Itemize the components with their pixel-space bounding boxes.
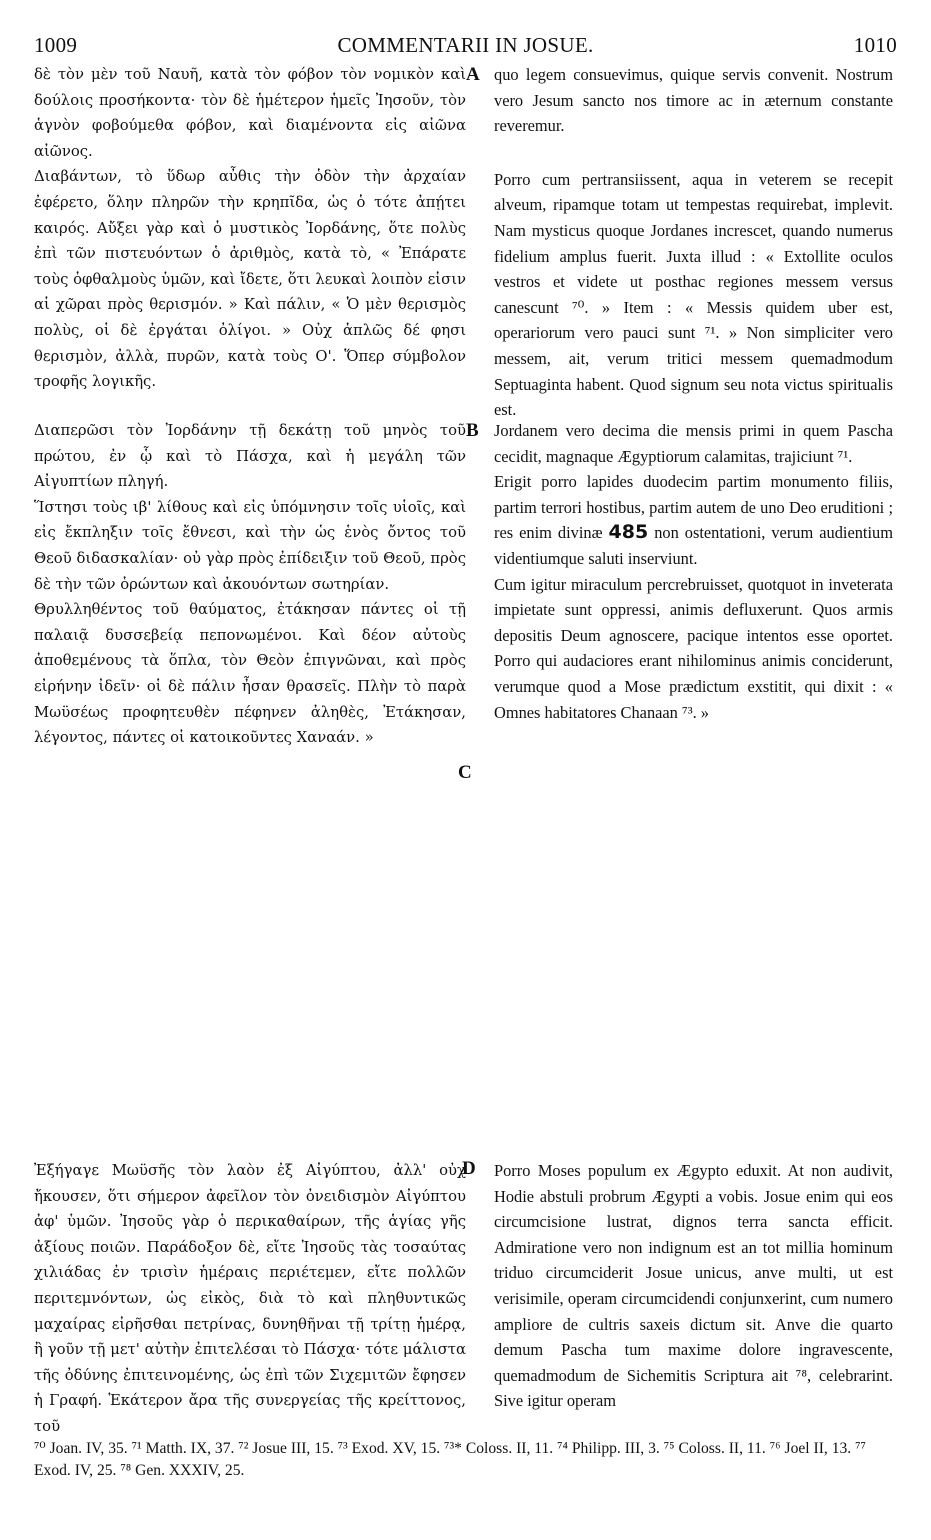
greek-paragraph: δὲ τὸν μὲν τοῦ Ναυῆ, κατὰ τὸν φόβον τὸν νομικὸν καὶ δούλοις προσήκοντα· τὸν δὲ ἡμέτερον ἡμεῖς Ἰησοῦν, τὸν ἁγνὸν φοβούμεθα φόβον, καὶ διαμένοντα εἰς αἰῶνα αἰῶνος. <box>34 66 466 160</box>
greek-column-1 <box>34 62 466 423</box>
section-2 <box>34 418 893 783</box>
greek-paragraph: Διαβάντων, τὸ ὕδωρ αὖθις τὴν ὁδὸν τὴν ἀρχαίαν ἐφέρετο, ὅλην πληρῶν τὴν κρηπῖδα, ὡς ὁ τότε ἀπῄτει καιρός. Αὔξει γὰρ καὶ ὁ μυστικὸς Ἰορδάνης, ὅτε πολὺς ἐπὶ τῶν πιστευόντων ὁ ἀριθμὸς, κατὰ τὸ, « Ἐπάρατε τοὺς ὀφθαλμοὺς ὑμῶν, καὶ ἴδετε, ὅτι λευκαὶ λοιπὸν εἰσιν αἱ χῶραι πρὸς θερισμόν. » Καὶ πάλιν, « Ὁ μὲν θερισμὸς πολὺς, οἱ δὲ ἐργάται ὀλίγοι. » Οὐχ ἁπλῶς δέ φησι θερισμὸν, ἀλλὰ, πυρῶν, κατὰ τοὺς Ο'. Ὅπερ σύμβολον τροφῆς λογικῆς. <box>34 168 466 391</box>
margin-marker-d: D <box>462 1158 476 1179</box>
greek-column-3 <box>34 1158 466 1440</box>
latin-paragraph: Porro cum pertransiissent, aqua in veterem se recepit alveum, ripamque totam ut tempestas requirebat, implevit. Nam mysticus quoque Jordanes increscet, quando numerus fidelium amplus fuerit. Juxta illud : « Extollite oculos vestros et videte ut posthac regiones messem versus canescunt ⁷⁰. » Item : « Messis quidem uber est, operariorum vero pauci sunt ⁷¹. » Non simpliciter vero messem, ait, verum tritici messem quemadmodum Septuaginta habent. Quod signum seu nota victus spiritualis est. <box>494 169 893 420</box>
greek-paragraph: Ἐξήγαγε Μωϋσῆς τὸν λαὸν ἐξ Αἰγύπτου, ἀλλ' οὐχ ἤκουσεν, ὅτι σήμερον ἀφεῖλον τὸν ὀνειδισμὸν Αἰγύπτου ἀφ' ὑμῶν. Ἰησοῦς γὰρ ὁ περικαθαίρων, τῆς ἁγίας γῆς ἀξίους ποιῶν. Παράδοξον δὲ, εἴτε Ἰησοῦς τὰς τοσαύτας χιλιάδας ἐν τρισὶν ἡμέραις περιέτεμεν, εἴτε πολλῶν περιτεμνόντων, ὡς εἰκὸς, διὰ τὸ καὶ πληθυντικῶς μαχαίρας εἰρῆσθαι πετρίνας, δυνηθῆναι τῇ τρίτῃ ἡμέρᾳ, ἢ γοῦν τῇ μετ' αὐτὴν ἐπιτελέσαι τὸ Πάσχα· τότε μάλιστα τῆς ὀδύνης ἐπιτεινομένης, ὡς ἐπὶ τῶν Σιχεμιτῶν ἔφησεν ἡ Γραφή. Ἑκάτερον ἄρα τῆς συνεργείας τῆς κρείττονος, τοῦ <box>34 1162 466 1435</box>
latin-paragraph: Cum igitur miraculum percrebruisset, quotquot in inveterata impietate sunt oppressi, animis defluxerunt. Quos armis depositis Deum agnoscere, pacique intentos esse oportet. Porro qui audaciores erant nihilominus animis conciderunt, verumque quod a Mose prædictum exstitit, qui dixit : « Omnes habitatores Chanaan ⁷³. » <box>494 574 893 722</box>
margin-marker-c: C <box>458 762 472 783</box>
greek-paragraph: Διαπερῶσι τὸν Ἰορδάνην τῇ δεκάτῃ τοῦ μηνὸς τοῦ πρώτου, ἐν ᾧ καὶ τὸ Πάσχα, καὶ ἡ μεγάλη τῶν Αἰγυπτίων πληγή. <box>34 422 466 491</box>
latin-column-3 <box>494 1158 893 1440</box>
latin-text: Erigit porro lapides duodecim partim monumento filiis, partim terrori hostibus, partim autem de uno Deo eruditioni ; res enim divinæ <box>494 472 893 543</box>
footnotes: ⁷⁰ Joan. IV, 35. ⁷¹ Matth. IX, 37. ⁷² Josue III, 15. ⁷³ Exod. XV, 15. ⁷³* Coloss. II, 11. ⁷⁴ Philipp. III, 3. ⁷⁵ Coloss. II, 11. ⁷⁶ Joel II, 13. ⁷⁷ Exod. IV, 25. ⁷⁸ Gen. XXXIV, 25. <box>34 1440 866 1479</box>
migne-column-number: 485 <box>608 521 649 544</box>
right-page-number: 1010 <box>853 32 897 57</box>
running-title: COMMENTARII IN JOSUE. <box>337 32 594 57</box>
greek-column-2 <box>34 418 466 751</box>
greek-paragraph: Θρυλληθέντος τοῦ θαύματος, ἐτάκησαν πάντες οἱ τῇ παλαιᾷ δυσσεβείᾳ πεπονωμένοι. Καὶ δέον αὐτοὺς ἀποθεμένους τὰ ὅπλα, τὸν Θεὸν ἐπιγνῶναι, καὶ πρὸς εἰρήνην ἰδεῖν· οἱ δὲ πάλιν ἦσαν θρασεῖς. Πλὴν τὸ παρὰ Μωϋσέως προφητευθὲν πέφηνεν ἀληθὲς, Ἐτάκησαν, λέγοντος, πάντες οἱ κατοικοῦντες Χαναάν. » <box>34 601 466 747</box>
latin-paragraph <box>494 469 893 571</box>
section-3 <box>34 1158 893 1440</box>
section-1 <box>34 62 893 423</box>
latin-text: non ostentationi, verum audientium videntiumque saluti inserviunt. <box>494 523 893 568</box>
margin-marker-b: B <box>466 420 479 441</box>
left-page-number: 1009 <box>34 32 78 57</box>
page-header <box>34 30 897 60</box>
greek-paragraph: Ἵστησι τοὺς ιβ' λίθους καὶ εἰς ὑπόμνησιν τοῖς υἱοῖς, καὶ εἰς ἔκπληξιν τοῖς ἔθνεσι, καὶ τὴν ὡς ἑνὸς ὄντος τοῦ Θεοῦ διδασκαλίαν· οὐ γὰρ πρὸς ἐπίδειξιν τοῦ Θεοῦ, πρὸς δὲ τὴν τῶν ὁρώντων καὶ ἀκουόντων σωτηρίαν. <box>34 498 466 593</box>
latin-paragraph: Porro Moses populum ex Ægypto eduxit. At non audivit, Hodie abstuli probrum Ægypti a vobis. Josue enim qui eos circumcisione lustrat, dignos terra sancta efficit. Admiratione vero non indignum est an tot millia hominum triduo circumciderit Josue unicus, anve multi, ut est verisimile, operam circumcidendi conjunxerint, cum numero ampliore de cultris saxeis dictum sit. Anve die quarto demum Pascha tum maxime dolore ingravescente, quemadmodum de Sichemitis Scriptura ait ⁷⁸, celebrarint. Sive igitur operam <box>494 1161 893 1411</box>
latin-paragraph: quo legem consuevimus, quique servis convenit. Nostrum vero Jesum sancto nos timore ac in æternum constante reveremur. <box>494 65 893 136</box>
latin-column-2 <box>494 418 893 751</box>
margin-marker-a: A <box>466 64 480 85</box>
latin-column-1 <box>494 62 893 423</box>
latin-paragraph: Jordanem vero decima die mensis primi in quem Pascha cecidit, magnaque Ægyptiorum calamitas, trajiciunt ⁷¹. <box>494 421 893 466</box>
